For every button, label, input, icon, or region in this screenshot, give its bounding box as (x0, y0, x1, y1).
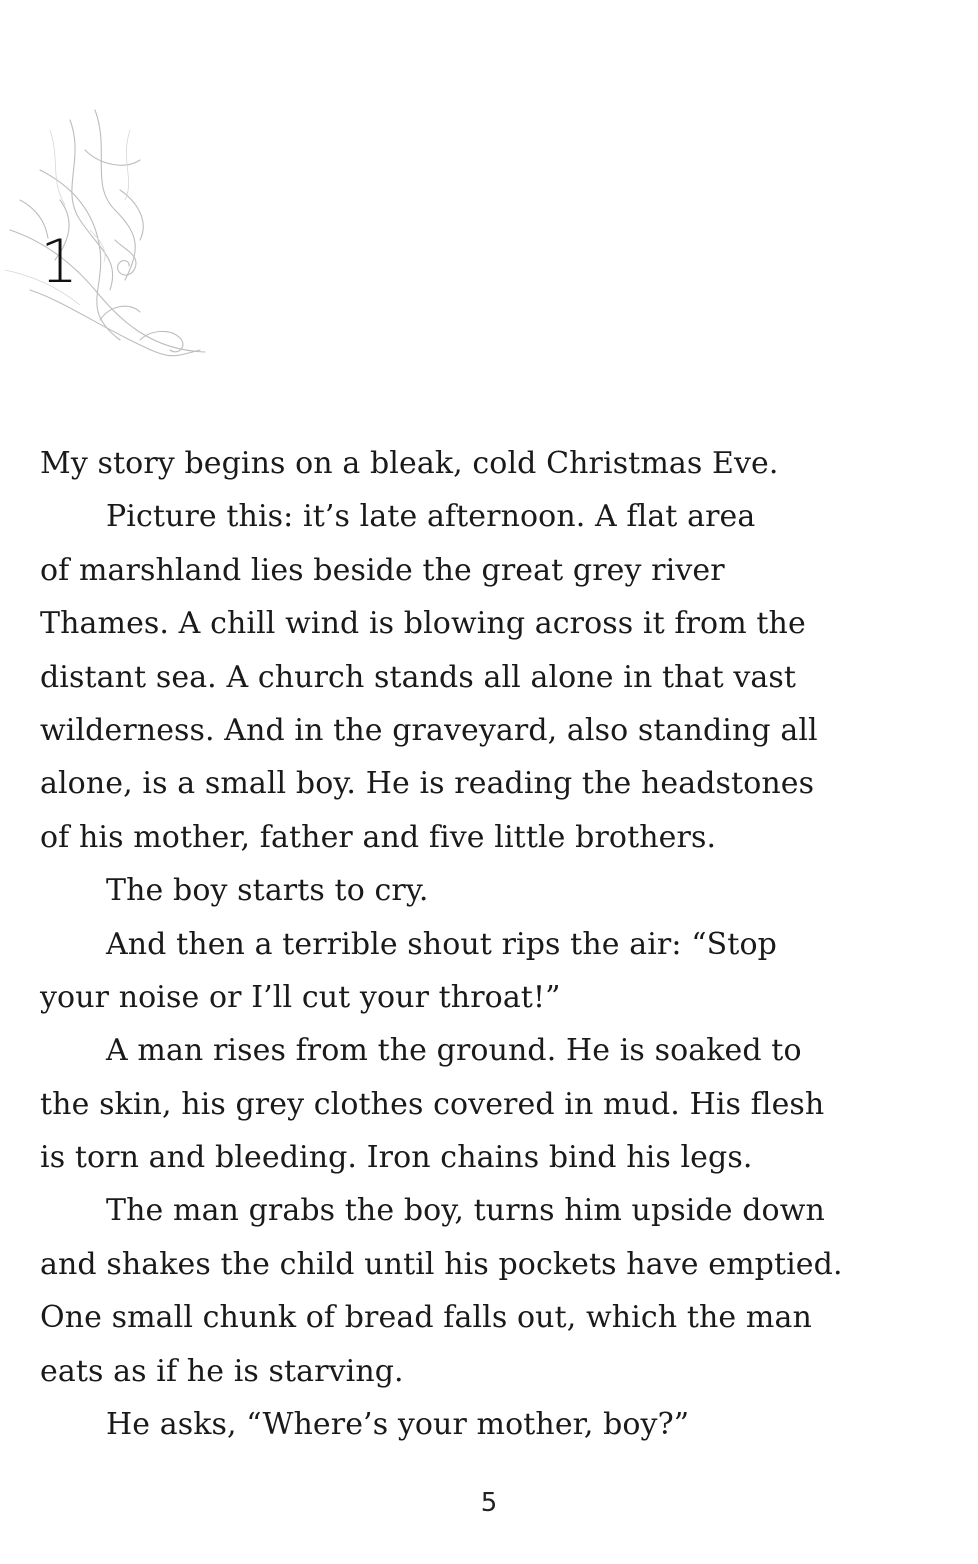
text-line: your noise or I’ll cut your throat!” (40, 979, 561, 1015)
text-line: He asks, “Where’s your mother, boy?” (106, 1407, 690, 1443)
text-line: is torn and bleeding. Iron chains bind his legs. (40, 1140, 753, 1176)
text-line: and shakes the child until his pockets have emptied. (40, 1246, 843, 1282)
text-line: The boy starts to cry. (106, 873, 429, 909)
text-line: And then a terrible shout rips the air: “Stop (106, 926, 777, 962)
swirl-ornament-icon (0, 90, 215, 380)
text-line: Thames. A chill wind is blowing across it from the (40, 606, 806, 642)
text-line: alone, is a small boy. He is reading the headstones (40, 766, 815, 802)
chapter-number: 1 (40, 227, 79, 297)
text-line: eats as if he is starving. (40, 1353, 404, 1389)
text-line: The man grabs the boy, turns him upside down (106, 1193, 825, 1229)
text-line: of his mother, father and five little brothers. (40, 819, 717, 855)
text-line: the skin, his grey clothes covered in mud. His flesh (40, 1086, 825, 1122)
text-line: distant sea. A church stands all alone in that vast (40, 659, 797, 695)
text-line: of marshland lies beside the great grey river (40, 552, 725, 588)
text-line: wilderness. And in the graveyard, also standing all (40, 712, 818, 748)
text-line: My story begins on a bleak, cold Christmas Eve. (40, 446, 779, 481)
text-line: A man rises from the ground. He is soaked to (106, 1033, 802, 1069)
chapter-body-text (40, 437, 920, 1451)
text-line: Picture this: it’s late afternoon. A flat area (106, 499, 756, 535)
page-number: 5 (480, 1488, 498, 1518)
text-line: One small chunk of bread falls out, which the man (40, 1300, 812, 1336)
